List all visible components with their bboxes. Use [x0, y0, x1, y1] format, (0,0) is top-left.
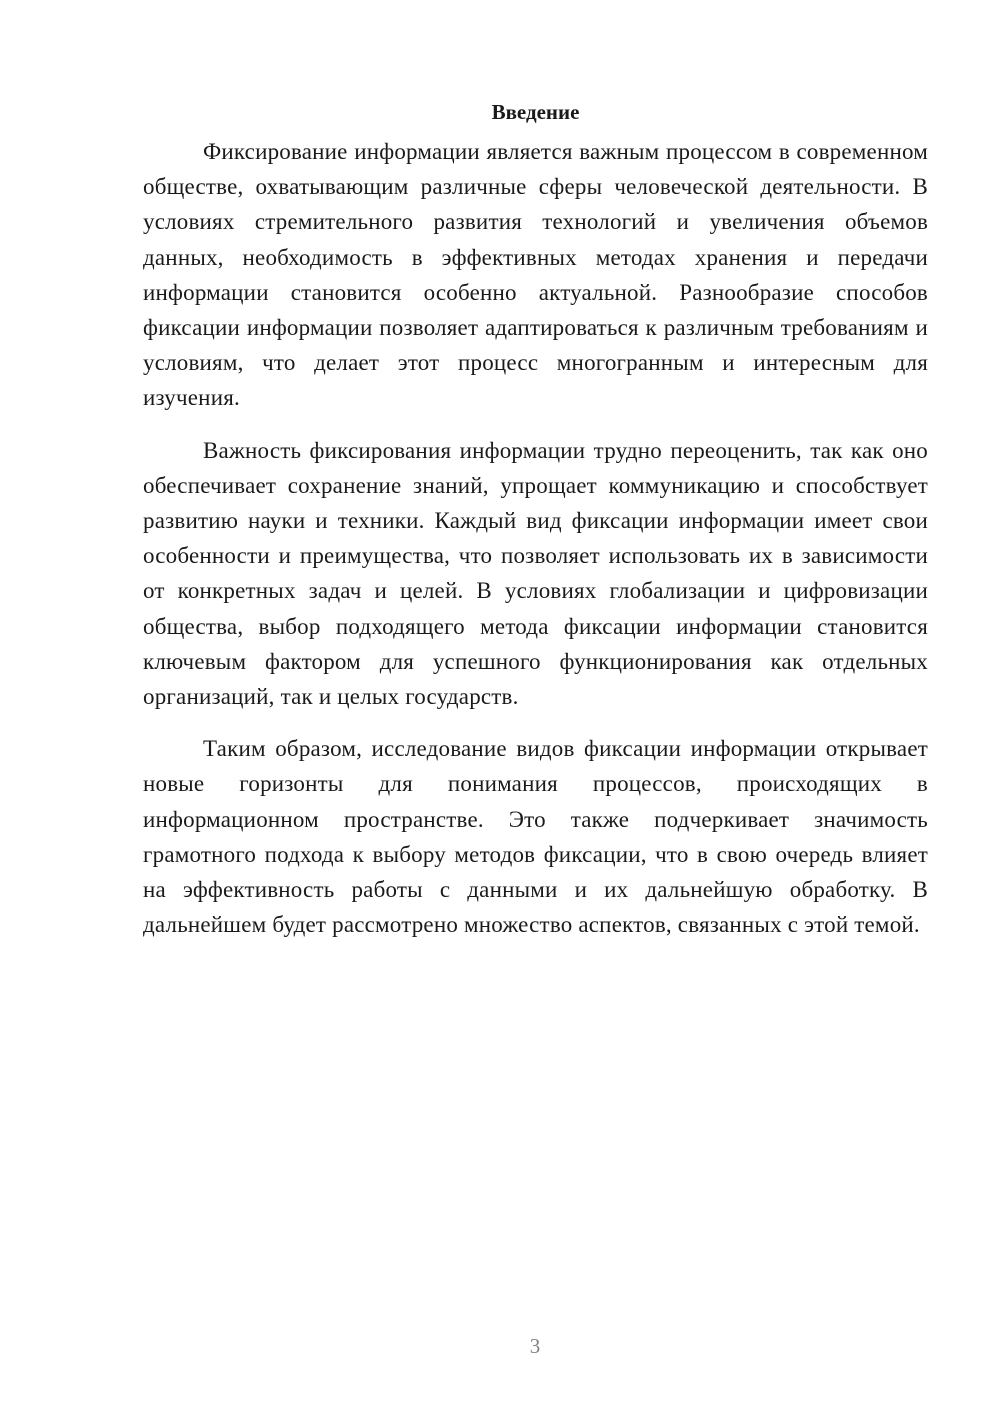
paragraph-2: Важность фиксирования информации трудно переоценить, так как оно обеспечивает сохранение знаний, упрощает коммуникацию и способствует развитию науки и техники. Каждый вид фиксации информации имеет свои особенности и преимущества, что позволяет использовать их в зависимости от конкретных задач и целей. В условиях глобализации и цифровизации общества, выбор подходящего метода фиксации информации становится ключевым фактором для успешного функционирования как отдельных организаций, так и целых государств.: [143, 437, 928, 710]
paragraph-1: Фиксирование информации является важным процессом в современном обществе, охватывающим различные сферы человеческой деятельности. В условиях стремительного развития технологий и увеличения объемов данных, необходимость в эффективных методах хранения и передачи информации становится особенно актуальной. Разнообразие способов фиксации информации позволяет адаптироваться к различным требованиям и условиям, что делает этот процесс многогранным и интересным для изучения.: [143, 139, 928, 411]
page-title: Введение: [491, 100, 580, 124]
page-number: 3: [529, 1334, 541, 1358]
paragraph-3: Таким образом, исследование видов фиксации информации открывает новые горизонты для понимания процессов, происходящих в информационном пространстве. Это также подчеркивает значимость грамотного подхода к выбору методов фиксации, что в свою очередь влияет на эффективность работы с данными и их дальнейшую обработку. В дальнейшем будет рассмотрено множество аспектов, связанных с этой темой.: [143, 736, 928, 938]
page-content: [143, 96, 928, 942]
